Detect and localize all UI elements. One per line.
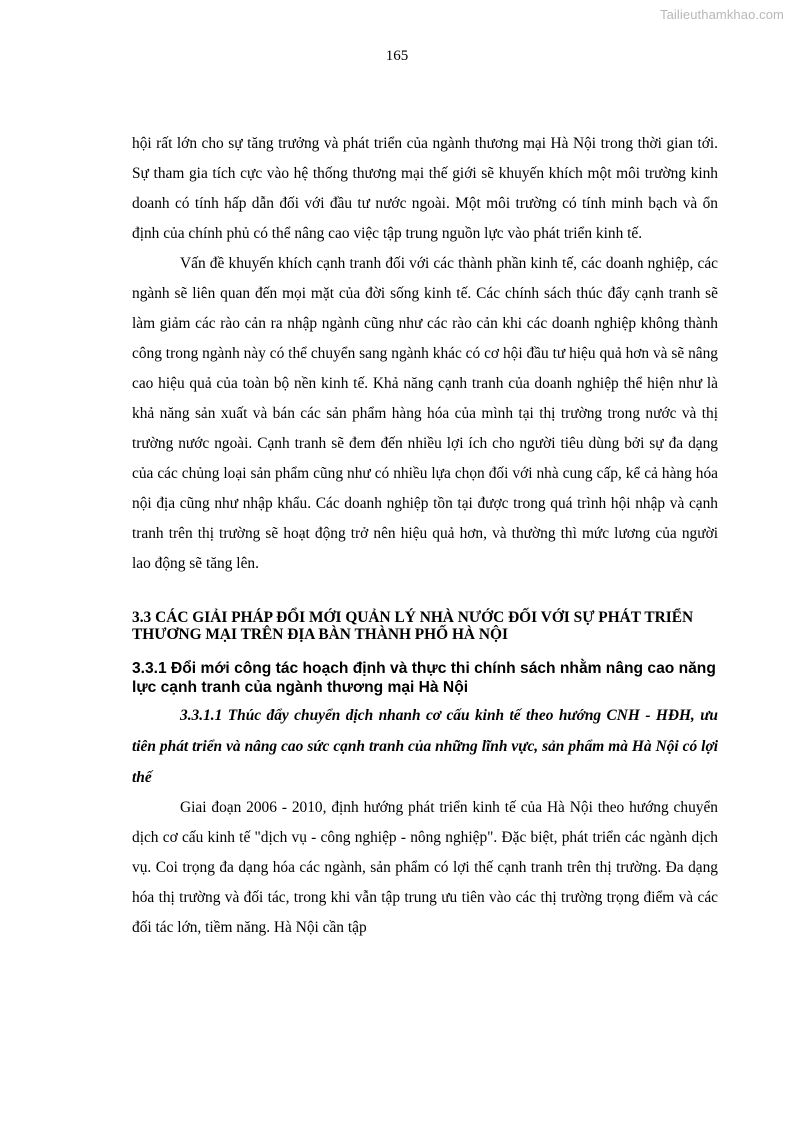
- page-number: 165: [385, 48, 409, 64]
- section-heading-3-3: 3.3 CÁC GIẢI PHÁP ĐỔI MỚI QUẢN LÝ NHÀ NƯỚC ĐỐI VỚI SỰ PHÁT TRIỂN THƯƠNG MẠI TRÊN ĐỊA BÀN THÀNH PHỐ HÀ NỘI: [132, 609, 694, 643]
- subsection-heading-3-3-1: 3.3.1 Đổi mới công tác hoạch định và thực thi chính sách nhằm nâng cao năng lực cạnh tranh của ngành thương mại Hà Nội: [132, 660, 716, 696]
- paragraph-1: hội rất lớn cho sự tăng trưởng và phát triển của ngành thương mại Hà Nội trong thời gian tới. Sự tham gia tích cực vào hệ thống thương mại thế giới sẽ khuyến khích một môi trường kinh doanh có tính hấp dẫn đối với đầu tư nước ngoài. Một môi trường có tính minh bạch và ổn định của chính phủ có thể nâng cao việc tập trung nguồn lực vào phát triển kinh tế.: [132, 135, 718, 242]
- paragraph-3: Giai đoạn 2006 - 2010, định hướng phát triển kinh tế của Hà Nội theo hướng chuyển dịch cơ cấu kinh tế "dịch vụ - công nghiệp - nông nghiệp". Đặc biệt, phát triển các ngành dịch vụ. Coi trọng đa dạng hóa các ngành, sản phẩm có lợi thế cạnh tranh trên thị trường. Đa dạng hóa thị trường và đối tác, trong khi vẫn tập trung ưu tiên vào các thị trường trọng điểm và các đối tác lớn, tiềm năng. Hà Nội cần tập: [132, 799, 718, 936]
- watermark: Tailieuthamkhao.com: [659, 7, 784, 22]
- subsubsection-heading-3-3-1-1: 3.3.1.1 Thúc đẩy chuyển dịch nhanh cơ cấu kinh tế theo hướng CNH - HĐH, ưu tiên phát triển và nâng cao sức cạnh tranh của những lĩnh vực, sản phẩm mà Hà Nội có lợi thế: [132, 707, 718, 786]
- document-body: [132, 129, 718, 943]
- paragraph-2: Vấn đề khuyến khích cạnh tranh đối với các thành phần kinh tế, các doanh nghiệp, các ngành sẽ liên quan đến mọi mặt của đời sống kinh tế. Các chính sách thúc đẩy cạnh tranh sẽ làm giảm các rào cản ra nhập ngành cũng như các rào cản khi các doanh nghiệp không thành công trong ngành này có thể chuyển sang ngành khác có cơ hội đầu tư hiệu quả hơn và sẽ nâng cao hiệu quả của toàn bộ nền kinh tế. Khả năng cạnh tranh của doanh nghiệp thể hiện như là khả năng sản xuất và bán các sản phẩm hàng hóa của mình tại thị trường trong nước và thị trường nước ngoài. Cạnh tranh sẽ đem đến nhiều lợi ích cho người tiêu dùng bởi sự đa dạng của các chủng loại sản phẩm cũng như có nhiều lựa chọn đối với nhà cung cấp, kể cả hàng hóa nội địa cũng như nhập khẩu. Các doanh nghiệp tồn tại được trong quá trình hội nhập và cạnh tranh trên thị trường sẽ hoạt động trở nên hiệu quả hơn, và thường thì mức lương của người lao động sẽ tăng lên.: [132, 255, 718, 572]
